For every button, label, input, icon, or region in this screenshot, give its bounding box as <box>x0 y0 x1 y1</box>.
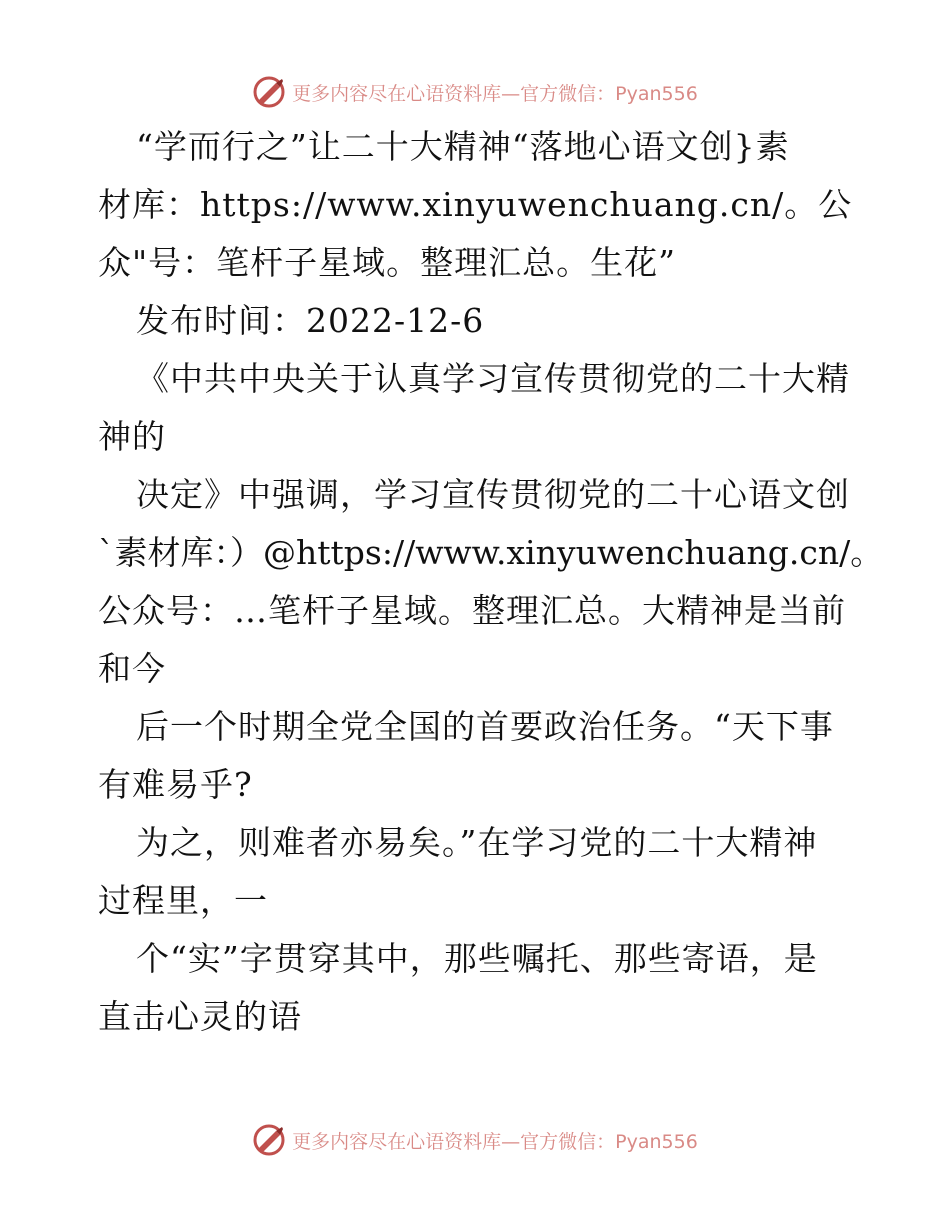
footer-banner <box>0 1120 950 1160</box>
paragraph-line: 有难易乎? <box>98 765 253 804</box>
paragraph-line: 和今 <box>98 649 166 688</box>
fountain-pen-logo-icon <box>252 75 286 109</box>
paragraph-line: 材库：https://www.xinyuwenchuang.cn/。公 <box>98 185 853 224</box>
banner-text: 更多内容尽在心语资料库—官方微信：Pyan556 <box>292 82 698 105</box>
paragraph-line: 公众号：…笔杆子星域。整理汇总。大精神是当前 <box>98 591 846 630</box>
paragraph-line: 直击心灵的语 <box>98 997 302 1036</box>
paragraph-line: 为之，则难者亦易矣。”在学习党的二十大精神 <box>136 823 818 862</box>
header-banner <box>0 72 950 112</box>
paragraph-line: 过程里，一 <box>98 881 268 920</box>
paragraph-line: 众"号：笔杆子星域。整理汇总。生花” <box>98 243 677 282</box>
paragraph-line: 个“实”字贯穿其中，那些嘱托、那些寄语，是 <box>136 939 818 978</box>
document-body <box>98 118 884 1046</box>
paragraph-line: 决定》中强调，学习宣传贯彻党的二十心语文创 <box>136 475 850 514</box>
banner-text: 更多内容尽在心语资料库—官方微信：Pyan556 <box>292 1130 698 1153</box>
paragraph-line: 《中共中央关于认真学习宣传贯彻党的二十大精 <box>136 359 850 398</box>
paragraph-line: `素材库：）@https://www.xinyuwenchuang.cn/。 <box>98 533 884 572</box>
paragraph-line: 神的 <box>98 417 166 456</box>
paragraph-line: “学而行之”让二十大精神“落地心语文创}素 <box>136 127 790 166</box>
fountain-pen-logo-icon <box>252 1123 286 1157</box>
paragraph-line: 后一个时期全党全国的首要政治任务。“天下事 <box>136 707 834 746</box>
publish-date: 发布时间：2022-12-6 <box>136 301 485 340</box>
